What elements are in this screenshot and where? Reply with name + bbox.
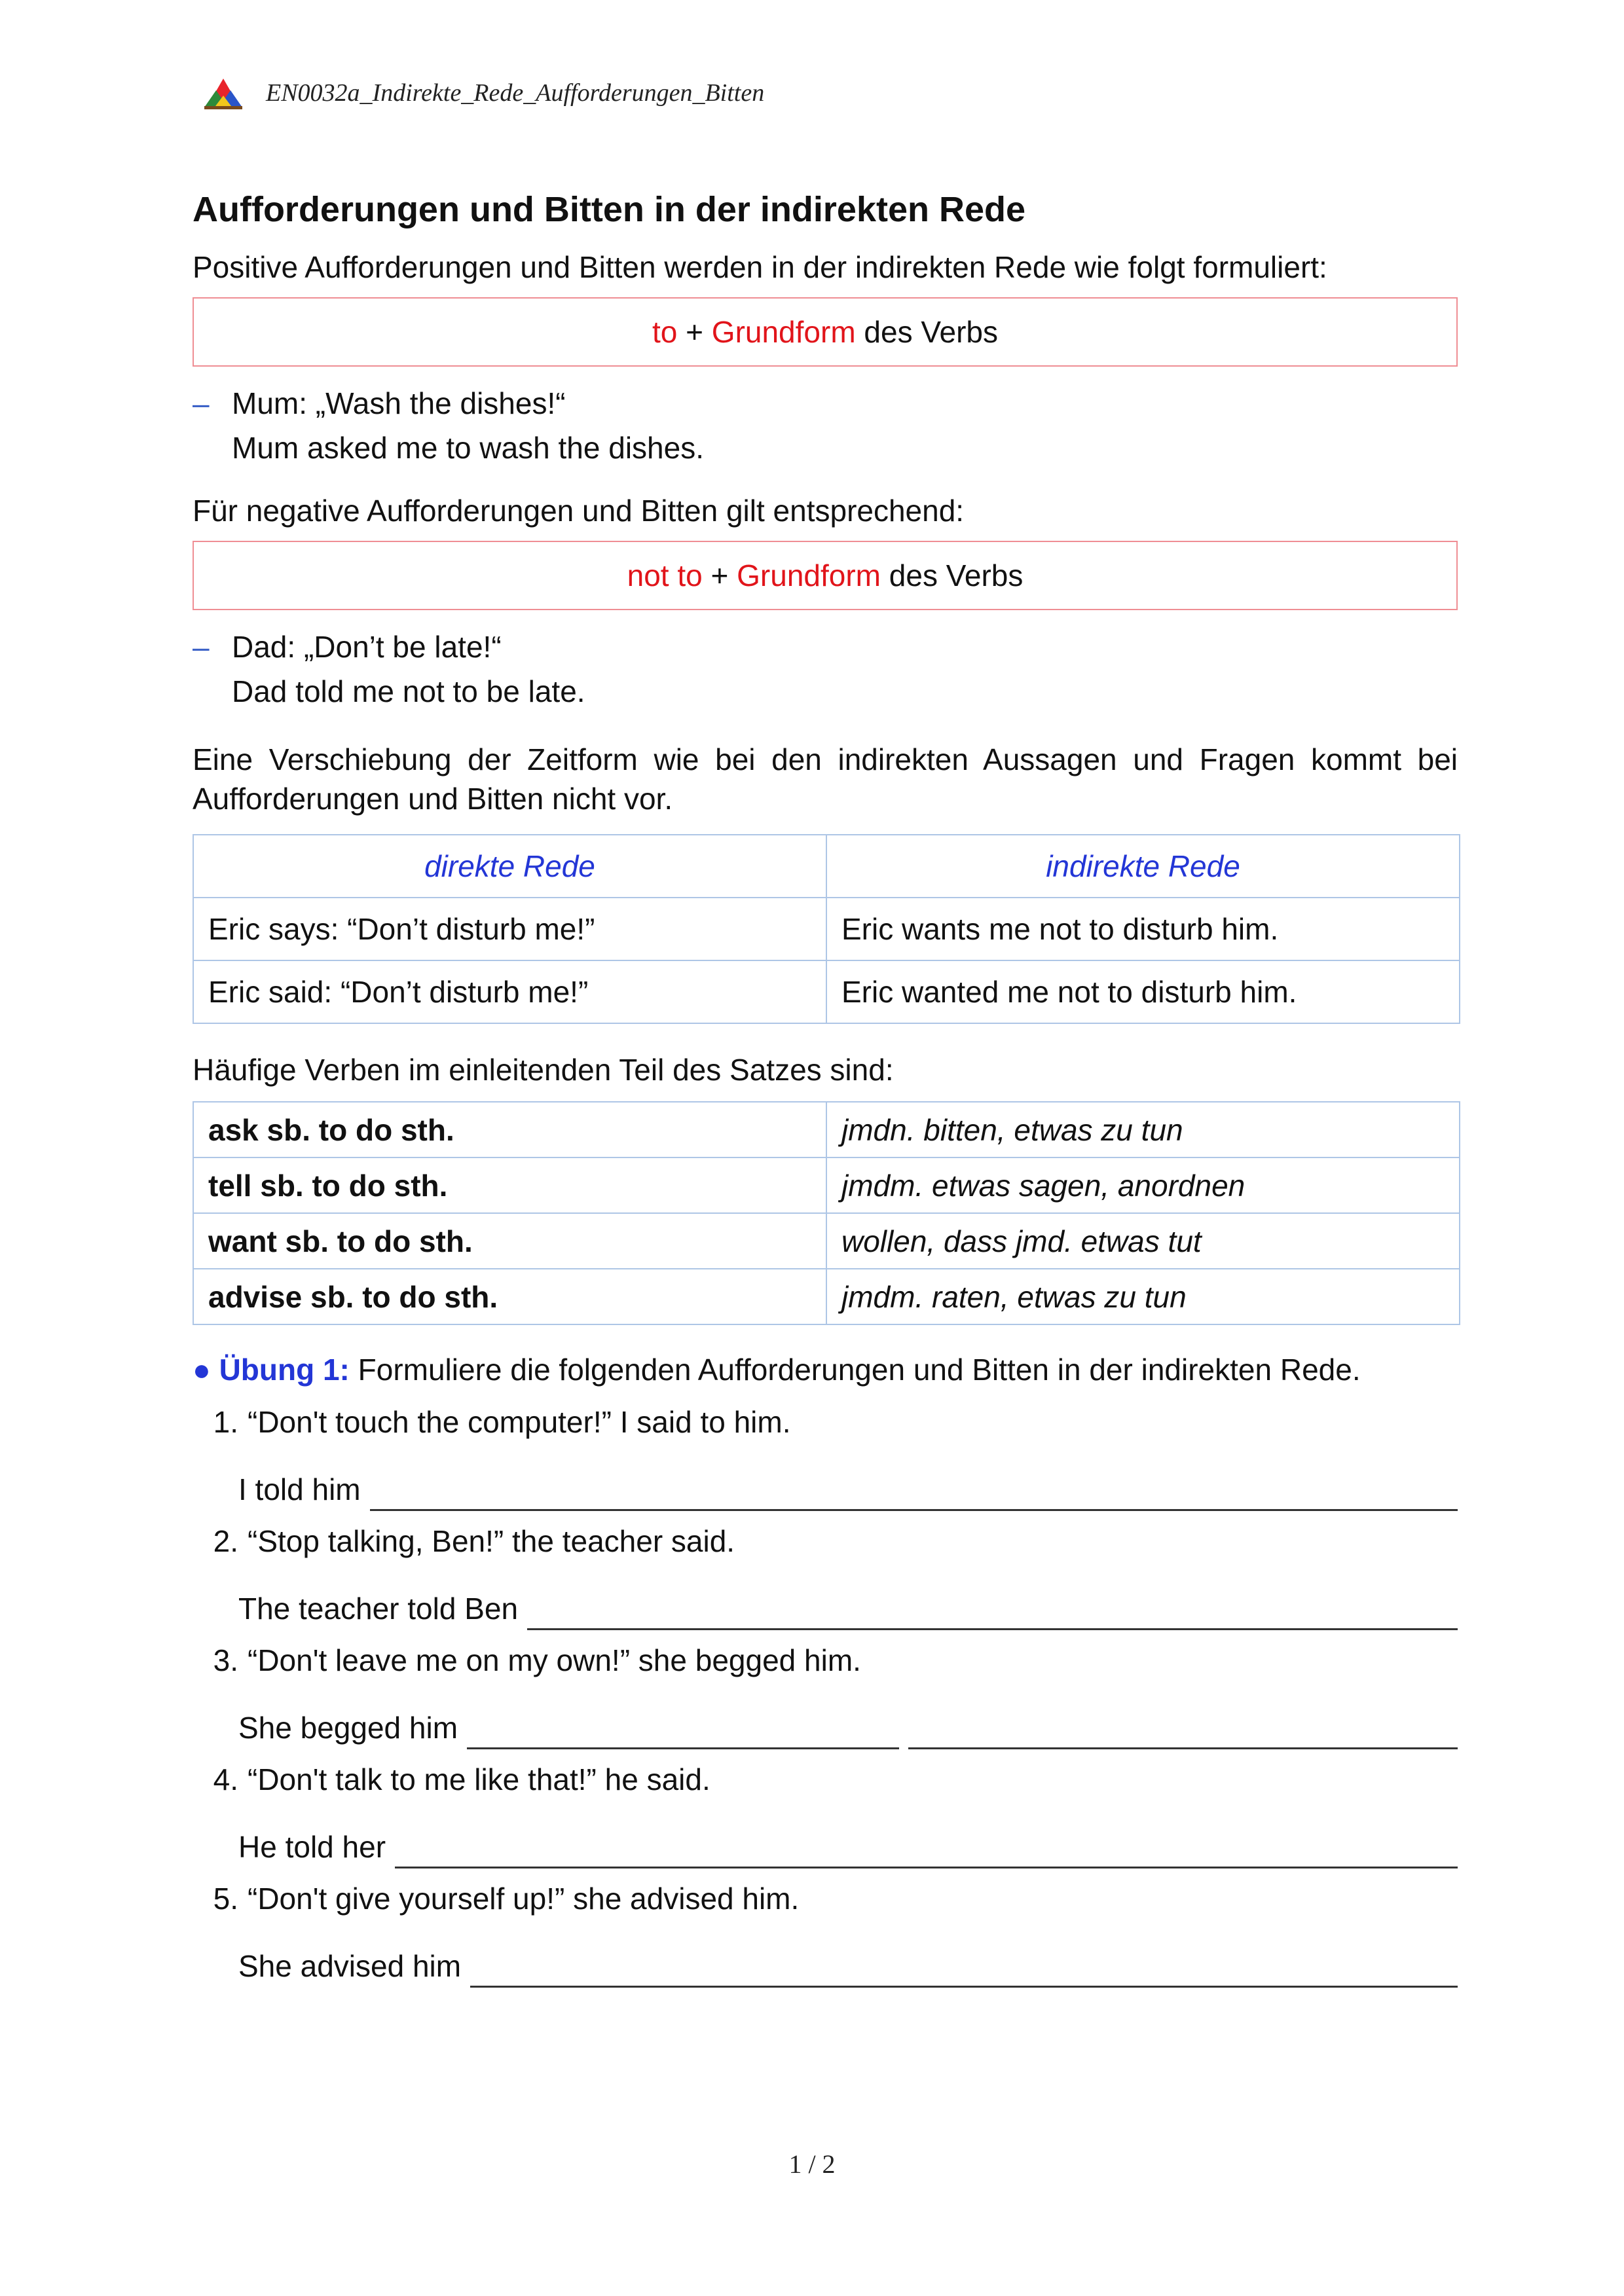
example-indirect: Dad told me not to be late. — [232, 674, 585, 708]
answer-lead: He told her — [238, 1830, 386, 1864]
rule-keyword: not to — [627, 558, 703, 592]
exercise-question — [193, 1630, 1458, 1690]
table-row — [193, 1269, 1460, 1324]
item-number: 3. — [213, 1643, 238, 1677]
item-number: 4. — [213, 1762, 238, 1796]
list-dash: – — [193, 630, 210, 664]
question-text: “Don't touch the computer!” I said to him. — [248, 1405, 791, 1439]
rule-rest: des Verbs — [855, 315, 999, 349]
cell-indirect: Eric wants me not to disturb him. — [826, 898, 1460, 960]
rule-base-form: Grundform — [737, 558, 881, 592]
exercise-instruction — [193, 1350, 1458, 1389]
example-direct: Mum: „Wash the dishes!“ — [232, 386, 566, 420]
exercise-question — [193, 1749, 1458, 1810]
verb-phrase: tell sb. to do sth. — [193, 1157, 826, 1213]
answer-lead: She advised him — [238, 1949, 462, 1983]
header-indirect: indirekte Rede — [826, 835, 1460, 898]
answer-line[interactable] — [370, 1472, 1458, 1511]
table-header-row — [193, 835, 1460, 898]
list-dash: – — [193, 386, 210, 420]
main-content — [193, 183, 1458, 1988]
cell-indirect: Eric wanted me not to disturb him. — [826, 960, 1460, 1023]
answer-line[interactable] — [467, 1711, 899, 1749]
answer-row — [193, 1929, 1458, 1988]
page-title: Aufforderungen und Bitten in der indirekten Rede — [193, 190, 1026, 229]
rule-keyword: to — [652, 315, 678, 349]
answer-row — [193, 1452, 1458, 1511]
cell-direct: Eric said: “Don’t disturb me!” — [193, 960, 826, 1023]
exercise-question — [193, 1868, 1458, 1929]
exercise-instruction-text: Formuliere die folgenden Aufforderungen und Bitten in der indirekten Rede. — [349, 1353, 1361, 1387]
rule-rest: des Verbs — [881, 558, 1024, 592]
cell-direct: Eric says: “Don’t disturb me!” — [193, 898, 826, 960]
tense-shift-note: Eine Verschiebung der Zeitform wie bei den indirekten Aussagen und Fragen kommt bei Aufforderungen und Bitten nicht vor. — [193, 742, 1458, 816]
example-direct: Dad: „Don’t be late!“ — [232, 630, 502, 664]
question-text: “Don't talk to me like that!” he said. — [248, 1762, 710, 1796]
table-row — [193, 898, 1460, 960]
exercise-question — [193, 1392, 1458, 1452]
exercise-items — [193, 1392, 1458, 1988]
table-row — [193, 1102, 1460, 1157]
verb-phrase: ask sb. to do sth. — [193, 1102, 826, 1157]
answer-lead: She begged him — [238, 1711, 458, 1745]
comparison-table — [193, 834, 1460, 1024]
question-text: “Stop talking, Ben!” the teacher said. — [248, 1524, 735, 1558]
verb-phrase: want sb. to do sth. — [193, 1213, 826, 1269]
verbs-intro: Häufige Verben im einleitenden Teil des Satzes sind: — [193, 1053, 894, 1087]
example-indirect: Mum asked me to wash the dishes. — [232, 431, 704, 465]
verb-translation: jmdm. raten, etwas zu tun — [826, 1269, 1460, 1324]
item-number: 5. — [213, 1882, 238, 1916]
answer-row — [193, 1810, 1458, 1868]
verbs-table — [193, 1101, 1460, 1325]
document-filename: EN0032a_Indirekte_Rede_Aufforderungen_Bitten — [266, 79, 765, 107]
page-number: 1 / 2 — [788, 2149, 836, 2179]
positive-intro: Positive Aufforderungen und Bitten werden in der indirekten Rede wie folgt formuliert: — [193, 250, 1327, 284]
rule-plus: + — [702, 558, 737, 592]
answer-lead: I told him — [238, 1472, 361, 1506]
answer-line[interactable] — [395, 1830, 1458, 1868]
verb-translation: jmdm. etwas sagen, anordnen — [826, 1157, 1460, 1213]
question-text: “Don't leave me on my own!” she begged him. — [248, 1643, 861, 1677]
negative-intro: Für negative Aufforderungen und Bitten gilt entsprechend: — [193, 494, 965, 528]
rule-plus: + — [677, 315, 712, 349]
answer-lead: The teacher told Ben — [238, 1592, 519, 1626]
verb-translation: wollen, dass jmd. etwas tut — [826, 1213, 1460, 1269]
answer-line[interactable] — [527, 1592, 1458, 1630]
answer-line[interactable] — [908, 1711, 1458, 1749]
positive-rule-box — [193, 297, 1458, 367]
answer-line[interactable] — [470, 1949, 1458, 1988]
answer-row — [193, 1690, 1458, 1749]
negative-example — [193, 625, 1458, 714]
rule-base-form: Grundform — [711, 315, 856, 349]
verb-translation: jmdn. bitten, etwas zu tun — [826, 1102, 1460, 1157]
positive-example — [193, 381, 1458, 470]
question-text: “Don't give yourself up!” she advised him. — [248, 1882, 800, 1916]
verb-phrase: advise sb. to do sth. — [193, 1269, 826, 1324]
item-number: 2. — [213, 1524, 238, 1558]
header-direct: direkte Rede — [193, 835, 826, 898]
negative-rule-box — [193, 541, 1458, 610]
table-row — [193, 960, 1460, 1023]
table-row — [193, 1213, 1460, 1269]
logo-icon — [203, 76, 244, 110]
item-number: 1. — [213, 1405, 238, 1439]
answer-row — [193, 1571, 1458, 1630]
table-row — [193, 1157, 1460, 1213]
exercise-label: ● Übung 1: — [193, 1353, 350, 1387]
exercise-question — [193, 1511, 1458, 1571]
page-header — [203, 73, 764, 113]
